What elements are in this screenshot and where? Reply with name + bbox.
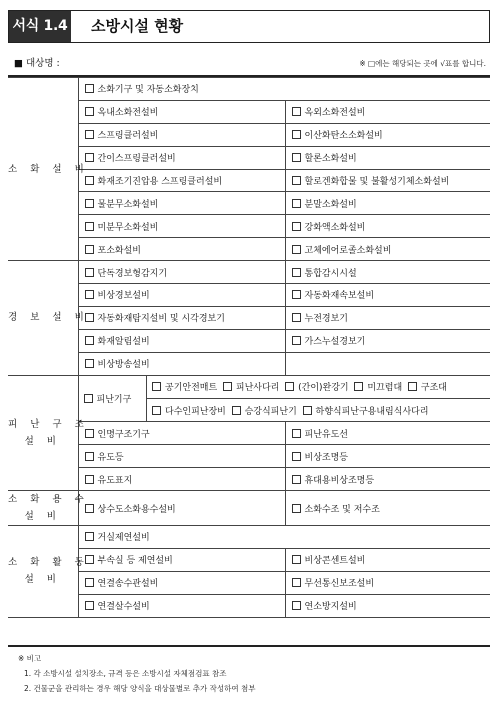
checkbox[interactable]	[292, 245, 301, 254]
item-label: 인명구조기구	[97, 429, 150, 440]
item-cell	[78, 261, 285, 284]
checkbox[interactable]	[292, 313, 301, 322]
item-cell	[285, 192, 490, 215]
item-label: 통합감시시설	[304, 268, 357, 279]
device-option: 승강식피난기	[244, 406, 297, 417]
item-label: 할로겐화합물 및 불활성기체소화설비	[304, 177, 450, 187]
table-row	[79, 376, 491, 399]
item-label: 연결송수관설비	[97, 579, 159, 590]
item-label: 물분무소화설비	[97, 199, 159, 210]
checkbox[interactable]	[292, 153, 301, 162]
table-row	[8, 215, 490, 238]
item-cell	[285, 169, 490, 192]
category-extinguish	[8, 78, 89, 261]
subject-name-label: ■ 대상명 :	[14, 58, 60, 69]
item-label: 피난기구	[96, 394, 132, 405]
device-label-cell	[79, 376, 147, 422]
table-row	[8, 375, 490, 422]
checkbox[interactable]	[85, 578, 94, 587]
table-row	[8, 491, 490, 526]
device-option: 다수인피난장비	[165, 406, 226, 417]
evacuation-device-cell	[78, 375, 490, 422]
item-label: 옥외소화전설비	[304, 108, 366, 119]
facility-table	[8, 77, 490, 618]
item-label: 포소화설비	[97, 245, 141, 256]
checkbox[interactable]	[84, 394, 93, 403]
remarks-heading: ※ 비고	[18, 654, 42, 663]
item-label: 고체에어로졸소화설비	[304, 245, 392, 256]
item-label: 이산화탄소소화설비	[304, 131, 383, 142]
checkbox[interactable]	[292, 222, 301, 231]
device-option: (간이)완강기	[298, 383, 349, 394]
item-cell	[285, 548, 490, 571]
checkbox[interactable]	[292, 107, 301, 116]
checkbox[interactable]	[292, 555, 301, 564]
item-cell	[78, 594, 285, 617]
checkbox[interactable]	[354, 382, 363, 391]
checkbox[interactable]	[85, 245, 94, 254]
item-label: 옥내소화전설비	[97, 108, 159, 119]
item-cell	[285, 329, 490, 352]
checkbox[interactable]	[85, 601, 94, 610]
item-label: 할론소화설비	[304, 154, 357, 165]
item-label: 부속실 등 제연설비	[97, 556, 173, 567]
checkbox[interactable]	[85, 336, 94, 345]
checkbox[interactable]	[85, 130, 94, 139]
item-cell	[285, 215, 490, 238]
table-row	[8, 284, 490, 307]
item-cell	[78, 78, 490, 101]
item-cell	[78, 422, 285, 445]
item-cell	[285, 238, 490, 261]
evacuation-device-table	[79, 376, 491, 422]
item-cell	[285, 422, 490, 445]
item-cell	[78, 306, 285, 329]
category-alarm	[8, 261, 89, 375]
item-cell	[78, 548, 285, 571]
checkbox[interactable]	[85, 107, 94, 116]
device-option: 피난사다리	[235, 383, 280, 394]
item-label: 소화수조 및 저수조	[304, 504, 380, 515]
item-cell	[285, 123, 490, 146]
category-label: 설 비	[24, 435, 61, 447]
item-label: 분말소화설비	[304, 199, 357, 210]
item-label: 강화액소화설비	[304, 222, 366, 233]
item-cell	[285, 100, 490, 123]
item-cell	[285, 468, 490, 491]
table-row	[8, 468, 490, 491]
checkbox[interactable]	[292, 601, 301, 610]
item-label: 연결살수설비	[97, 602, 150, 613]
item-label: 휴대용비상조명등	[304, 475, 375, 486]
item-cell	[78, 215, 285, 238]
item-cell	[78, 445, 285, 468]
item-cell	[78, 169, 285, 192]
item-cell	[285, 445, 490, 468]
checkbox[interactable]	[292, 130, 301, 139]
table-row	[8, 238, 490, 261]
checkbox[interactable]	[292, 268, 301, 277]
checkbox[interactable]	[292, 199, 301, 208]
item-label: 단독경보형감지기	[97, 268, 168, 279]
category-label: 피 난 구 조	[8, 418, 89, 430]
device-option: 하향식피난구용내림식사다리	[315, 406, 429, 417]
item-cell	[78, 571, 285, 594]
checkbox[interactable]	[292, 336, 301, 345]
device-option: 공기안전매트	[165, 383, 218, 394]
device-options-line1	[147, 376, 491, 399]
checkbox[interactable]	[408, 382, 417, 391]
checkbox[interactable]	[85, 504, 94, 513]
form-title: 소방시설 현황	[91, 17, 184, 35]
category-label: 소 화 활 동	[8, 557, 89, 569]
remarks-line-1: 1. 각 소방시설 설치장소, 규격 등은 소방시설 자체점검표 참조	[24, 669, 227, 678]
item-label: 유도등	[97, 452, 124, 463]
device-option: 구조대	[420, 383, 447, 394]
checkbox[interactable]	[292, 452, 301, 461]
item-label: 미분무소화설비	[97, 222, 159, 233]
checkbox[interactable]	[85, 452, 94, 461]
checkbox[interactable]	[292, 475, 301, 484]
device-options-line2	[147, 398, 491, 421]
table-row	[8, 192, 490, 215]
item-label: 스프링클러설비	[97, 131, 159, 142]
table-row	[8, 571, 490, 594]
item-label: 상수도소화용수설비	[97, 504, 176, 515]
item-label: 비상콘센트설비	[304, 556, 366, 567]
item-cell	[78, 146, 285, 169]
checkbox[interactable]	[292, 429, 301, 438]
empty-cell	[285, 352, 490, 375]
item-cell	[285, 261, 490, 284]
header-divider	[71, 11, 77, 42]
checkbox[interactable]	[85, 199, 94, 208]
item-cell	[285, 284, 490, 307]
checkbox[interactable]	[85, 222, 94, 231]
checkbox[interactable]	[152, 382, 161, 391]
checkbox[interactable]	[232, 406, 241, 415]
item-cell	[78, 526, 490, 549]
subject-row	[8, 57, 490, 71]
item-label: 비상경보설비	[97, 291, 150, 302]
item-cell	[78, 100, 285, 123]
table-row	[8, 352, 490, 375]
item-cell	[78, 352, 285, 375]
item-label: 거실제연설비	[97, 533, 150, 544]
checkbox[interactable]	[303, 406, 312, 415]
checkbox-instruction-note: ※ □에는 해당되는 곳에 √표를 합니다.	[359, 59, 486, 68]
table-row	[8, 261, 490, 284]
checkbox[interactable]	[85, 84, 94, 93]
category-label: 소 화 설 비	[8, 163, 89, 175]
checkbox[interactable]	[85, 290, 94, 299]
table-row	[8, 526, 490, 549]
category-evacuation	[8, 375, 89, 490]
remarks	[18, 651, 255, 696]
table-row	[8, 445, 490, 468]
item-cell	[285, 146, 490, 169]
table-bottom-rule	[8, 645, 490, 647]
table-row	[8, 329, 490, 352]
checkbox[interactable]	[292, 176, 301, 185]
form-number-tag: 서식 1.4	[9, 11, 71, 42]
checkbox[interactable]	[85, 359, 94, 368]
item-cell	[285, 594, 490, 617]
checkbox[interactable]	[292, 504, 301, 513]
item-label: 비상방송설비	[97, 360, 150, 371]
item-cell	[78, 468, 285, 491]
table-row	[8, 123, 490, 146]
remarks-line-2: 2. 건물군을 관리하는 경우 해당 양식을 대상물별로 추가 작성하여 첨부	[24, 684, 256, 693]
category-label: 설 비	[24, 574, 61, 586]
table-row	[8, 78, 490, 101]
table-row	[8, 100, 490, 123]
item-label: 자동화재탐지설비 및 시각경보기	[97, 314, 225, 325]
category-water	[8, 491, 89, 526]
item-cell	[78, 284, 285, 307]
item-cell	[285, 491, 490, 526]
category-label: 경 보 설 비	[8, 312, 89, 324]
item-label: 비상조명등	[304, 452, 348, 463]
table-row	[8, 594, 490, 617]
category-label: 소 화 용 수	[8, 494, 89, 506]
checkbox[interactable]	[223, 382, 232, 391]
item-label: 화재조기진압용 스프링클러설비	[97, 177, 223, 187]
checkbox[interactable]	[85, 555, 94, 564]
item-label: 누전경보기	[304, 314, 348, 325]
form-header	[8, 10, 490, 43]
checkbox[interactable]	[292, 578, 301, 587]
checkbox[interactable]	[85, 153, 94, 162]
item-label: 연소방지설비	[304, 602, 357, 613]
item-cell	[78, 329, 285, 352]
checkbox[interactable]	[85, 313, 94, 322]
item-label: 무선통신보조설비	[304, 579, 375, 590]
item-label: 유도표지	[97, 475, 133, 486]
device-option: 미끄럼대	[367, 383, 403, 394]
item-label: 화재알림설비	[97, 337, 150, 348]
item-label: 피난유도선	[304, 429, 348, 440]
item-label: 간이스프링클러설비	[97, 154, 176, 165]
category-label: 설 비	[24, 511, 61, 523]
checkbox[interactable]	[85, 176, 94, 185]
checkbox[interactable]	[85, 532, 94, 541]
item-cell	[285, 571, 490, 594]
item-label: 자동화재속보설비	[304, 291, 375, 302]
item-cell	[78, 491, 285, 526]
checkbox[interactable]	[85, 475, 94, 484]
item-cell	[78, 123, 285, 146]
category-support	[8, 526, 89, 618]
checkbox[interactable]	[85, 268, 94, 277]
item-cell	[78, 192, 285, 215]
item-cell	[78, 238, 285, 261]
item-label: 소화기구 및 자동소화장치	[97, 85, 199, 96]
checkbox[interactable]	[285, 382, 294, 391]
checkbox[interactable]	[85, 429, 94, 438]
item-cell	[285, 306, 490, 329]
checkbox[interactable]	[292, 290, 301, 299]
checkbox[interactable]	[152, 406, 161, 415]
item-label: 가스누설경보기	[304, 337, 366, 348]
